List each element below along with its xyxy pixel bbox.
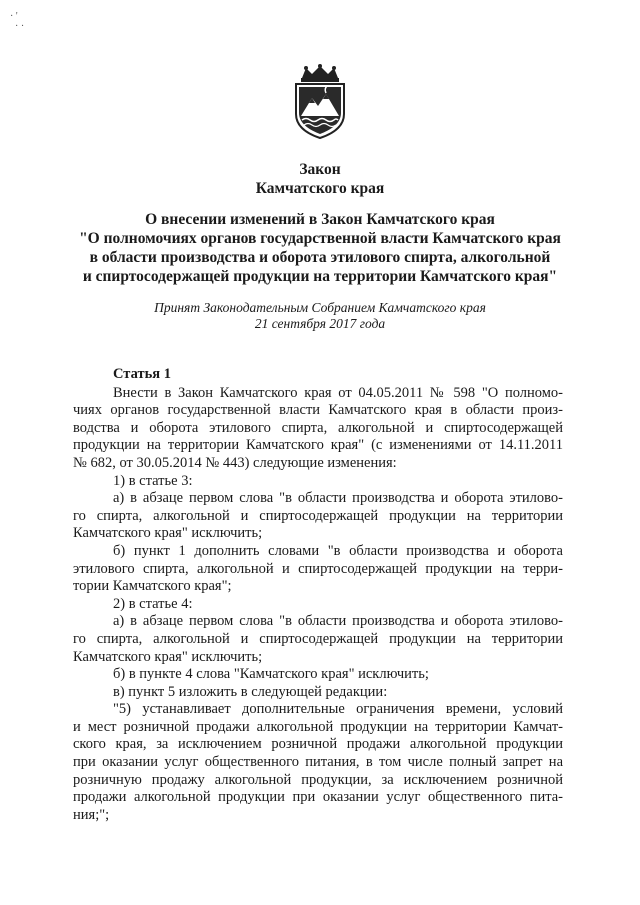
paragraph-line: в) пункт 5 изложить в следующей редакции:: [113, 683, 388, 700]
paragraph-line: а) в абзаце первом слова "в области производства и оборота этилово-: [113, 490, 563, 507]
paragraph-line: 1) в статье 3:: [113, 472, 193, 489]
coat-of-arms-icon: [288, 64, 352, 140]
paragraph-line: чиях органов государственной власти Камчатского края в области произ-: [73, 402, 563, 419]
paragraph-line: ния;";: [73, 806, 110, 823]
paragraph-line: продукции на территории Камчатского края" (с изменениями от 14.11.2011: [73, 437, 563, 454]
article-paragraph: [73, 473, 563, 491]
subject-line: в области производства и оборота этилового спирта, алкогольной: [89, 249, 551, 266]
adoption-body: Принят Законодательным Собранием Камчатского края: [154, 300, 486, 315]
paragraph-line: б) пункт 1 дополнить словами "в области производства и оборота: [113, 542, 563, 559]
paragraph-line: и мест розничной продажи алкогольной продукции на территории Камчат-: [73, 718, 563, 735]
article-paragraph: [73, 666, 563, 684]
paragraph-line: водства и оборота этилового спирта, алкогольной и спиртосодержащей: [73, 419, 563, 436]
paragraph-line: при оказании услуг общественного питания, в том числе полный запрет на: [73, 754, 563, 771]
paragraph-line: Камчатского края" исключить;: [73, 525, 263, 542]
paragraph-line: Внести в Закон Камчатского края от 04.05.2011 № 598 "О полномо-: [113, 384, 563, 401]
paragraph-line: этилового спирта, алкогольной и спиртосодержащей продукции на терри-: [73, 560, 563, 577]
paragraph-line: го спирта, алкогольной и спиртосодержащей продукции на территории: [73, 630, 563, 647]
adoption-date: 21 сентября 2017 года: [254, 316, 386, 331]
article-paragraph: [73, 490, 563, 543]
law-title: [0, 160, 640, 198]
scan-specks: · ' · ·: [10, 11, 25, 32]
paragraph-line: тории Камчатского края";: [73, 578, 232, 595]
law-label: Закон: [299, 161, 341, 178]
subject-line: и спиртосодержащей продукции на территории Камчатского края": [82, 268, 558, 285]
article-paragraphs: [73, 385, 563, 825]
region-label: Камчатского края: [255, 180, 385, 197]
article-paragraph: [73, 543, 563, 596]
paragraph-line: Камчатского края" исключить;: [73, 648, 263, 665]
paragraph-line: № 682, от 30.05.2014 № 443) следующие изменения:: [73, 454, 397, 471]
law-subject: [0, 210, 640, 286]
paragraph-line: б) в пункте 4 слова "Камчатского края" исключить;: [113, 666, 429, 683]
paragraph-line: 2) в статье 4:: [113, 595, 193, 612]
adoption-note: [0, 300, 640, 332]
article-body: [73, 366, 563, 824]
paragraph-line: ского края, за исключением розничной продажи алкогольной продукции: [73, 736, 563, 753]
subject-line: "О полномочиях органов государственной власти Камчатского края: [79, 230, 561, 247]
paragraph-line: го спирта, алкогольной и спиртосодержащей продукции на территории: [73, 507, 563, 524]
article-paragraph: [73, 385, 563, 473]
article-paragraph: [73, 684, 563, 702]
subject-line: О внесении изменений в Закон Камчатского края: [145, 211, 495, 228]
article-heading: Статья 1: [113, 366, 171, 382]
paragraph-line: а) в абзаце первом слова "в области производства и оборота этилово-: [113, 613, 563, 630]
article-paragraph: [73, 701, 563, 824]
article-paragraph: [73, 596, 563, 614]
article-paragraph: [73, 613, 563, 666]
paragraph-line: продажи алкогольной продукции при оказании услуг общественного пита-: [73, 789, 563, 806]
paragraph-line: "5) устанавливает дополнительные ограничения времени, условий: [113, 701, 563, 718]
paragraph-line: розничную продажу алкогольной продукции, за исключением розничной: [73, 771, 563, 788]
